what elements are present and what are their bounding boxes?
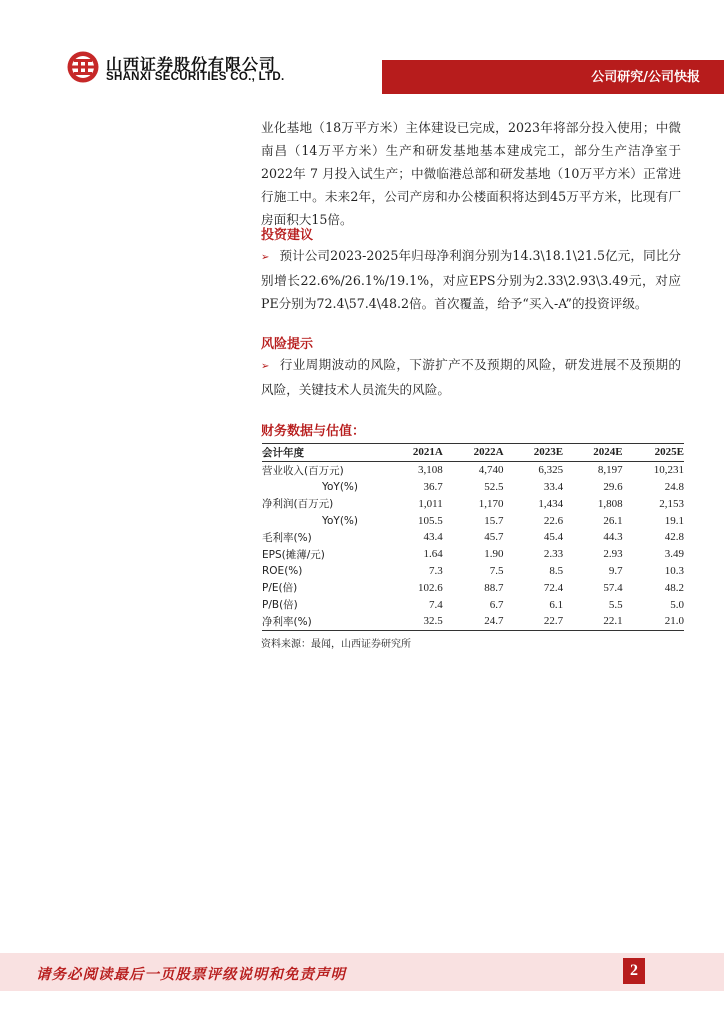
table-cell: 29.6: [603, 480, 623, 493]
table-cell: 19.1: [664, 514, 684, 527]
table-cell: 7.4: [429, 598, 443, 611]
table-cell: 10,231: [653, 464, 684, 477]
row-label: EPS(摊薄/元): [262, 548, 325, 561]
table-cell: 32.5: [382, 613, 443, 630]
table-cell: 33.4: [543, 480, 564, 493]
table-cell: 15.7: [484, 514, 504, 527]
footer-disclaimer: 请务必阅读最后一页股票评级说明和免责声明: [36, 966, 346, 983]
table-cell: 88.7: [484, 581, 504, 594]
table-row: [262, 579, 684, 596]
table-cell: 52.5: [484, 480, 504, 493]
table-cell: 6,325: [538, 464, 564, 477]
row-label: 营业收入(百万元): [262, 464, 344, 477]
table-row: [262, 479, 684, 496]
table-cell: 43.4: [423, 531, 443, 544]
header-cell: 2022A: [443, 444, 504, 462]
financial-table: [262, 443, 684, 631]
table-row: [262, 529, 684, 546]
risk-title: 风险提示: [261, 337, 314, 352]
arrow-bullet-icon: ➢: [261, 252, 270, 263]
table-cell: 102.6: [418, 581, 443, 594]
company-name-en: SHANXI SECURITIES CO., LTD.: [106, 71, 285, 83]
table-cell: 6.1: [549, 598, 564, 611]
row-label: P/B(倍): [262, 599, 298, 612]
row-label: ROE(%): [262, 564, 303, 577]
table-row: [262, 563, 684, 580]
table-cell: 24.7: [443, 613, 504, 630]
row-label: P/E(倍): [262, 582, 298, 595]
table-cell: 57.4: [603, 581, 623, 594]
header-cell: 2021A: [382, 444, 443, 462]
table-row: [262, 461, 684, 478]
table-cell: 2.33: [543, 548, 564, 561]
table-cell: 6.7: [489, 598, 504, 611]
table-cell: 105.5: [418, 514, 443, 527]
table-cell: 22.1: [563, 613, 623, 630]
table-row: [262, 596, 684, 613]
table-cell: 2.93: [603, 548, 623, 561]
table-cell: 1,011: [418, 497, 443, 510]
table-cell: 1.90: [484, 548, 504, 561]
table-cell: 45.4: [543, 531, 564, 544]
table-cell: 5.0: [670, 598, 684, 611]
table-cell: 36.7: [423, 480, 443, 493]
table-cell: 21.0: [623, 613, 684, 630]
table-row: [262, 546, 684, 563]
row-label: YoY(%): [321, 480, 358, 493]
table-cell: 10.3: [664, 564, 684, 577]
table-cell: 8.5: [549, 564, 564, 577]
table-cell: 2,153: [659, 497, 684, 510]
company-name-cn: 山西证券股份有限公司: [106, 55, 277, 74]
table-cell: 26.1: [603, 514, 623, 527]
row-label: 净利率(%): [262, 613, 382, 630]
row-label: YoY(%): [321, 514, 358, 527]
table-cell: 1,808: [597, 497, 623, 510]
table-cell: 1,434: [538, 497, 564, 510]
row-label: 净利润(百万元): [262, 498, 334, 511]
header-cell: 会计年度: [262, 444, 382, 462]
shanxi-securities-logo-icon: [66, 50, 100, 84]
table-source: 资料来源：最闻，山西证券研究所: [261, 639, 411, 650]
table-row: [262, 613, 684, 630]
table-cell: 3,108: [418, 464, 443, 477]
table-cell: 9.7: [608, 564, 623, 577]
investment-text: 预计公司2023-2025年归母净利润分别为14.3\18.1\21.5亿元，同比分别增长22.6%/26.1%/19.1%，对应EPS分别为2.33\2.93\3.49元，对应PE分别为72.4\57.4\48.2倍。首次覆盖，给予“买入-A”的投资评级。: [261, 248, 681, 311]
table-cell: 5.5: [608, 598, 623, 611]
investment-title: 投资建议: [261, 228, 314, 243]
table-cell: 1,170: [478, 497, 504, 510]
table-cell: 8,197: [597, 464, 623, 477]
table-cell: 7.3: [429, 564, 443, 577]
table-cell: 72.4: [543, 581, 564, 594]
risk-paragraph: [261, 353, 681, 401]
table-cell: 7.5: [489, 564, 504, 577]
header-cell: 2023E: [504, 444, 564, 462]
table-cell: 44.3: [603, 531, 623, 544]
intro-paragraph: 业化基地（18万平方米）主体建设已完成，2023年将部分投入使用；中微南昌（14万平方米）生产和研发基地基本建成完工，部分生产洁净室于 2022年 7 月投入试生产；中微临港总部和研发基地（10万平方米）正常进行施工中。未来2年，公司产房和办公楼面积将达到45万平方米，比现有厂房面积大15倍。: [261, 120, 681, 227]
arrow-bullet-icon: ➢: [261, 361, 270, 372]
table-cell: 45.7: [484, 531, 504, 544]
report-type: 公司研究/公司快报: [591, 70, 700, 85]
table-row: [262, 495, 684, 512]
table-cell: 22.6: [543, 514, 564, 527]
investment-paragraph: [261, 244, 681, 315]
table-cell: 3.49: [664, 548, 684, 561]
table-cell: 4,740: [478, 464, 504, 477]
header-cell: 2024E: [563, 444, 623, 462]
table-cell: 48.2: [664, 581, 684, 594]
table-row: [262, 512, 684, 529]
table-title: 财务数据与估值：: [261, 424, 366, 439]
risk-text: 行业周期波动的风险，下游扩产不及预期的风险，研发进展不及预期的风险，关键技术人员流失的风险。: [261, 357, 681, 397]
page-number: 2: [623, 958, 645, 984]
table-cell: 24.8: [664, 480, 684, 493]
table-cell: 42.8: [664, 531, 684, 544]
row-label: 毛利率(%): [262, 531, 312, 544]
table-cell: 1.64: [423, 548, 443, 561]
header-cell: 2025E: [623, 444, 684, 462]
table-header-row: [262, 444, 684, 462]
table-cell: 22.7: [504, 613, 564, 630]
